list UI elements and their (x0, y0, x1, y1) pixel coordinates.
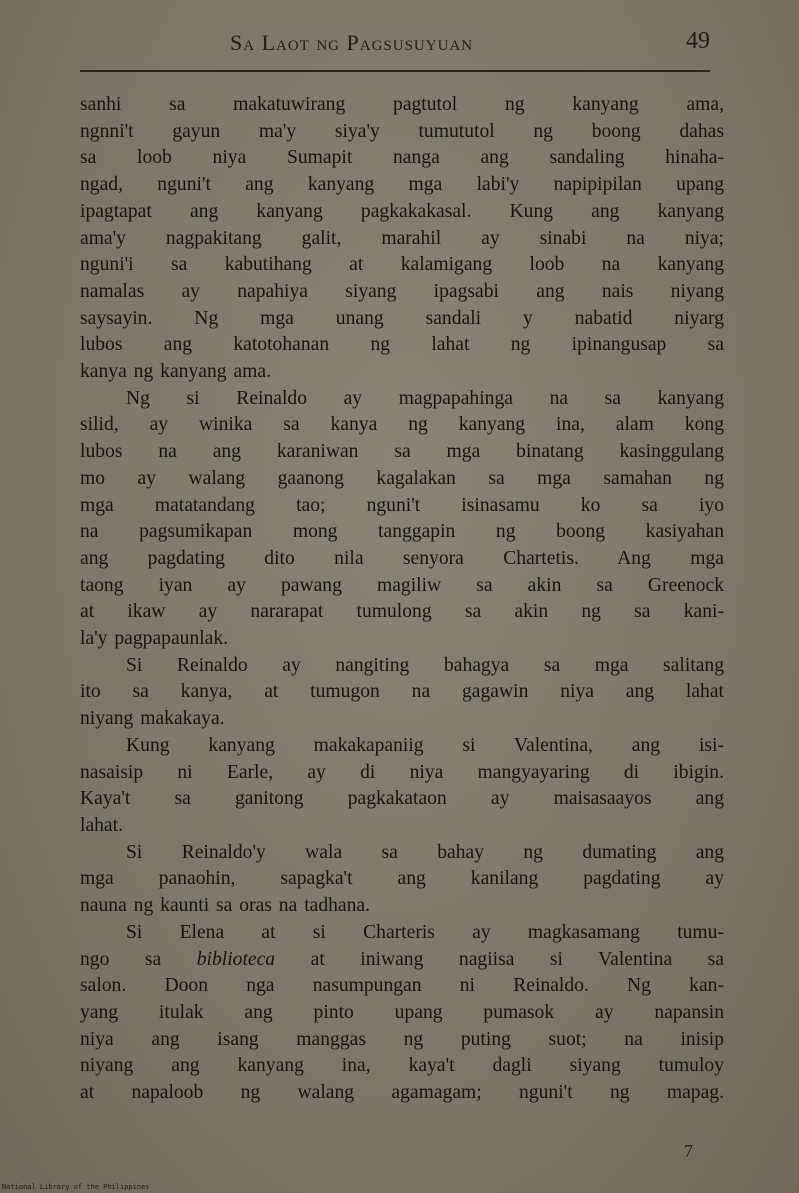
text-line: sa loob niya Sumapit nanga ang sandaling hinaha- (80, 147, 724, 169)
text-line: kanya ng kanyang ama. (80, 361, 271, 383)
text-line: Si Elena at si Charteris ay magkasamang tumu- (126, 921, 724, 943)
text-line: namalas ay napahiya siyang ipagsabi ang nais niyang (80, 280, 724, 302)
text-line: Ng si Reinaldo ay magpapahinga na sa kanyang (126, 387, 724, 409)
page-number: 49 (686, 28, 710, 54)
body-text (80, 92, 724, 1107)
text-line: ngad, nguni't ang kanyang mga labi'y napipipilan upang (80, 174, 724, 196)
text-line: ang pagdating dito nila senyora Chartetis. Ang mga (80, 547, 724, 569)
text-line: niyang makakaya. (80, 708, 225, 730)
text-line: ipagtapat ang kanyang pagkakakasal. Kung ang kanyang (80, 200, 724, 222)
text-line: la'y pagpapaunlak. (80, 628, 229, 650)
text-line: Kung kanyang makakapaniig si Valentina, ang isi- (126, 734, 724, 756)
text-line: niyang ang kanyang ina, kaya't dagli siyang tumuloy (80, 1055, 724, 1077)
text-line: nguni'i sa kabutihang at kalamigang loob na kanyang (80, 254, 724, 276)
text-line: saysayin. Ng mga unang sandali y nabatid niyarg (80, 307, 724, 329)
text-line: mga matatandang tao; nguni't isinasamu ko sa iyo (80, 494, 724, 516)
library-credit: National Library of the Philippines (2, 1183, 150, 1191)
text-line: sanhi sa makatuwirang pagtutol ng kanyang ama, (80, 94, 724, 115)
text-line: yang itulak ang pinto upang pumasok ay napansin (80, 1001, 724, 1023)
text-line: mo ay walang gaanong kagalakan sa mga samahan ng (80, 467, 724, 489)
text-line: ito sa kanya, at tumugon na gagawin niya ang lahat (80, 681, 724, 703)
text-line: lubos ang katotohanan ng lahat ng ipinangusap sa (80, 334, 724, 356)
text-line: Kaya't sa ganitong pagkakataon ay maisasaayos ang (80, 788, 724, 810)
text-line: na pagsumikapan mong tanggapin ng boong kasiyahan (80, 521, 724, 543)
text-line: ngnni't gayun ma'y siya'y tumututol ng boong dahas (80, 120, 724, 142)
text-line: nasaisip ni Earle, ay di niya mangyayaring di ibigin. (80, 761, 724, 783)
text-line: Si Reinaldo ay nangiting bahagya sa mga salitang (126, 654, 724, 676)
header-rule (80, 70, 710, 72)
text-line: lubos na ang karaniwan sa mga binatang kasinggulang (80, 441, 724, 463)
text-line: salon. Doon nga nasumpungan ni Reinaldo. Ng kan- (80, 975, 724, 997)
text-line: at ikaw ay nararapat tumulong sa akin ng sa kani- (80, 601, 724, 623)
text-line: silid, ay winika sa kanya ng kanyang ina, alam kong (80, 414, 724, 436)
text-line: niya ang isang manggas ng puting suot; na inisip (80, 1028, 724, 1050)
text-line: lahat. (80, 814, 123, 836)
text-line: Si Reinaldo'y wala sa bahay ng dumating ang (126, 841, 724, 863)
text-line: ama'y nagpakitang galit, marahil ay sinabi na niya; (80, 227, 724, 249)
text-line: taong iyan ay pawang magiliw sa akin sa Greenock (80, 574, 724, 596)
signature-mark: 7 (684, 1141, 693, 1161)
page-header (80, 24, 712, 68)
text-line: ngo sa biblioteca at iniwang nagiisa si Valentina sa (80, 948, 724, 970)
text-line: mga panaohin, sapagka't ang kanilang pagdating ay (80, 868, 724, 890)
running-title: Sa Laot ng Pagsusuyuan (230, 30, 474, 55)
text-line: at napaloob ng walang agamagam; nguni't ng mapag. (80, 1082, 724, 1104)
text-line: nauna ng kaunti sa oras na tadhana. (80, 895, 371, 917)
